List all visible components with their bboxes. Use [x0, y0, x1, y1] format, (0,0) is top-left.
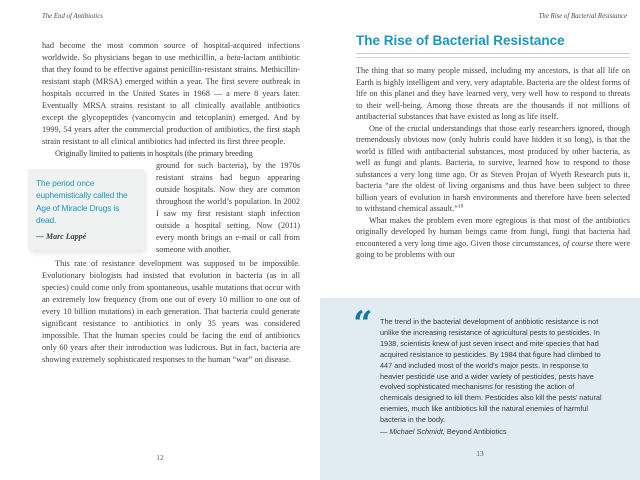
block-quote-panel: “ The trend in the bacterial development of antibiotic resistance is not unlike the increasing resistance of agricultural pests to pesticides. In 1938, scientists knew of just seven insect and mite species that had acquired resistance to pesticides. By 1984 that figure had climbed to 447 and included most of the world's major pests. In response to heavier pesticide use and a wider variety of pesticides, pests have evolved sophisticated mechanisms for resisting the action of chemicals designed to kill them. Pesticides also kill the pests’ natural enemies, much like antibiotics kill the natural enemies of harmful bacteria in the body. — Michael Schmidt, Beyond Antibiotics 13	[320, 298, 640, 480]
paragraph-2-wrapped: ground for such bacteria), by the 1970s resistant strains had begun appearing outside hospitals. Now they are common throughout the world’s population. In 2002 I saw my first resistant staph infection outside a hospital setting. Now (2011) every month brings an e-mail or call from someone with another.	[156, 161, 300, 254]
paragraph-2: One of the crucial understandings that those early researchers ignored, though tremendously obvious now (only hubris could have hidden it so long), is that the world is filled with antibacterial substances, most produced by other bacteria, as well as fungi and plants. Bacteria, to survive, learned how to respond to those substances a very long time ago. Or as Steven Projan of Wyeth Research puts it, bacteria “are the oldest of living organisms and thus have been subject to three billion years of evolution in harsh environments and therefore have been selected to withstand chemical assault.”$^{10}$	[356, 123, 630, 213]
paragraph-3: What makes the problem even more egregious is that most of the antibiotics originally developed by human beings came from fungi, fungi that bacteria had encountered a very long time ago. Given those circumstances, of course there were going to be problems with our	[356, 215, 630, 259]
running-head-right: The Rise of Bacterial Resistance	[538, 13, 627, 20]
block-quote-text: The trend in the bacterial development of antibiotic resistance is not unlike the increasing resistance of agricultural pests to pesticides. In 1938, scientists knew of just seven insect and mite species that had acquired resistance to pesticides. By 1984 that figure had climbed to 447 and included most of the world's major pests. In response to heavier pesticide use and a wider variety of pesticides, pests have evolved sophisticated mechanisms for resisting the action of chemicals designed to kill them. Pesticides also kill the pests’ natural enemies, much like antibiotics kill the natural enemies of harmful bacteria in the body.	[380, 317, 602, 425]
title-divider-rule	[356, 53, 630, 58]
pullquote-wrap-row	[36, 160, 300, 256]
page-number-left: 12	[156, 453, 164, 462]
page-number-right: 13	[476, 449, 484, 458]
paragraph-1: The thing that so many people missed, including my ancestors, is that all life on Earth is highly intelligent and very, very adaptable. Bacteria are the oldest forms of life on this planet and they have learned very, very well how to respond to threats to their well-being. Among those threats are the thousands if not millions of antibacterial substances that have existed as long as life itself.	[356, 66, 630, 121]
paragraph-3: This rate of resistance development was supposed to be impossible. Evolutionary biologists had insisted that evolution in bacteria (as in all species) could come only from spontaneous, usable mutations that occur with an extremely low frequency (from one out of every 10 million to one out of every 10 billion mutations) in each generation. That bacteria could generate significant resistance to antibiotics in only 35 years was considered impossible. That the human species could be facing the end of antibiotics only 60 years after their introduction was ludicrous. But in fact, bacteria are showing extremely sophisticated responses to the human “war” on disease.	[42, 259, 300, 364]
pull-quote-text: The period once euphemistically called the Age of Miracle Drugs is dead.	[36, 178, 128, 225]
left-body-column	[36, 40, 300, 366]
chapter-title: The Rise of Bacterial Resistance	[356, 33, 565, 48]
paragraph-1: had become the most common source of hospital-acquired infections worldwide. So physicians began to use methicillin, a beta-lactam antibiotic that they found to be effective against penicillin-resistant strains. Methicillin-resistant staph (MRSA) emerged within a year. The first severe outbreak in hospitals occurred in the United States in 1968 — a mere 8 years later. Eventually MRSA strains resistant to all clinically available antibiotics except the glycopeptides (vancomycin and teicoplanin) emerged. And by 1999, 54 years after the commercial production of antibiotics, the first staph strain resistant to all clinical antibiotics had infected its first three people.	[42, 41, 300, 146]
paragraph-2-lead-line: Originally limited to patients in hospitals (the primary breeding	[55, 149, 253, 158]
block-quote-attribution: — Michael Schmidt, Beyond Antibiotics	[380, 427, 507, 437]
block-quote-body	[380, 317, 606, 438]
pull-quote-attribution: — Marc Lappé	[36, 232, 87, 242]
right-page	[320, 0, 640, 480]
pull-quote-box	[28, 169, 144, 250]
running-head-left: The End of Antibiotics	[42, 13, 103, 20]
right-body-column	[356, 33, 630, 261]
